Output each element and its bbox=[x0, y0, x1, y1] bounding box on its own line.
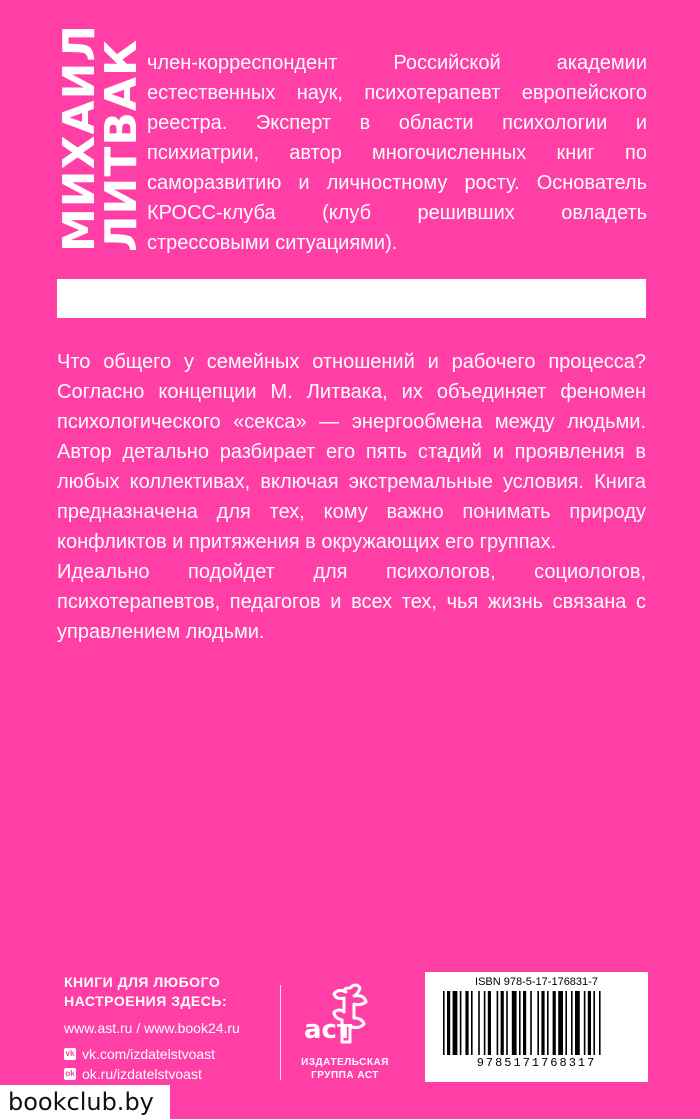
promo-block bbox=[64, 973, 274, 1084]
barcode-bar bbox=[496, 991, 498, 1055]
vk-icon: vk bbox=[65, 1049, 75, 1058]
publisher-name-line-1: ИЗДАТЕЛЬСКАЯ bbox=[301, 1057, 389, 1068]
barcode-bar bbox=[465, 991, 468, 1055]
barcode-bar bbox=[519, 991, 521, 1055]
barcode-bar bbox=[537, 991, 539, 1055]
watermark bbox=[0, 1085, 170, 1119]
promo-sites-link[interactable]: www.ast.ru / www.book24.ru bbox=[64, 1020, 240, 1036]
barcode-bar bbox=[511, 991, 516, 1055]
barcode-bar bbox=[483, 991, 485, 1055]
ast-logo-icon bbox=[300, 980, 390, 1050]
promo-heading-line-1: КНИГИ ДЛЯ ЛЮБОГО bbox=[64, 974, 221, 990]
barcode-bar bbox=[575, 991, 580, 1055]
barcode-bar bbox=[443, 991, 445, 1055]
white-band bbox=[57, 279, 646, 318]
barcode-bar bbox=[593, 991, 595, 1055]
barcode-bar bbox=[530, 991, 532, 1055]
barcode-bar bbox=[552, 991, 555, 1055]
barcode-bar bbox=[523, 991, 526, 1055]
barcode-bar bbox=[447, 991, 450, 1055]
barcode-bar bbox=[471, 991, 473, 1055]
vk-link[interactable] bbox=[64, 1044, 274, 1064]
divider bbox=[280, 985, 281, 1080]
author-last-name: ЛИТВАК bbox=[96, 39, 147, 252]
vk-link-text: vk.com/izdatelstvoast bbox=[82, 1046, 216, 1062]
barcode-icon bbox=[437, 991, 637, 1055]
barcode-bar bbox=[565, 991, 567, 1055]
barcode-bar bbox=[506, 991, 508, 1055]
ok-link-text: ok.ru/izdatelstvoast bbox=[82, 1066, 202, 1082]
barcode-bar bbox=[500, 991, 503, 1055]
barcode-bar bbox=[599, 991, 601, 1055]
isbn-number: ISBN 978-5-17-176831-7 bbox=[475, 976, 598, 988]
watermark-text: bookclub.by bbox=[8, 1088, 154, 1116]
annotation-paragraph-1: Что общего у семейных отношений и рабочего процесса? Согласно концепции М. Литвака, их объединяет феномен психологического «секса» — энергообмена между людьми. Автор детально разбирает его пять стадий и проявления в любых коллективах, включая экстремальные условия. Книга предназначена для тех, кому важно понимать природу конфликтов и притяжения в окружающих его группах. bbox=[57, 351, 646, 553]
barcode-bar bbox=[452, 991, 457, 1055]
promo-heading-line-2: НАСТРОЕНИЯ ЗДЕСЬ: bbox=[64, 993, 228, 1009]
author-bio bbox=[147, 48, 647, 258]
barcode-bar bbox=[487, 991, 490, 1055]
barcode-bar bbox=[478, 991, 480, 1055]
barcode-bar bbox=[558, 991, 563, 1055]
barcode-bar bbox=[583, 991, 585, 1055]
ok-icon: ok bbox=[65, 1069, 75, 1078]
author-first-name: МИХАИЛ bbox=[54, 24, 105, 252]
ok-link[interactable] bbox=[64, 1064, 274, 1084]
barcode-bar bbox=[587, 991, 590, 1055]
book-annotation bbox=[57, 347, 646, 647]
barcode-bar bbox=[459, 991, 461, 1055]
ast-logo-text: аст bbox=[304, 1015, 353, 1045]
author-name bbox=[54, 24, 147, 252]
publisher-logo bbox=[290, 980, 400, 1082]
author-bio-text: член-корреспондент Российской академии естественных наук, психотерапевт европейского реестра. Эксперт в области психологии и психиатрии, автор многочисленных книг по саморазвитию и личностному росту. Основатель КРОСС-клуба (клуб решивших овладеть стрессовыми ситуациями). bbox=[147, 52, 647, 254]
barcode-bar bbox=[541, 991, 544, 1055]
barcode-bar bbox=[571, 991, 573, 1055]
annotation-paragraph-2: Идеально подойдет для психологов, социологов, психотерапевтов, педагогов и всех тех, чья жизнь связана с управлением людьми. bbox=[57, 561, 646, 643]
barcode-bar bbox=[547, 991, 549, 1055]
publisher-name-line-2: ГРУППА АСТ bbox=[311, 1070, 379, 1081]
isbn-barcode bbox=[425, 972, 648, 1082]
barcode-digits: 9785171768317 bbox=[476, 1056, 597, 1070]
